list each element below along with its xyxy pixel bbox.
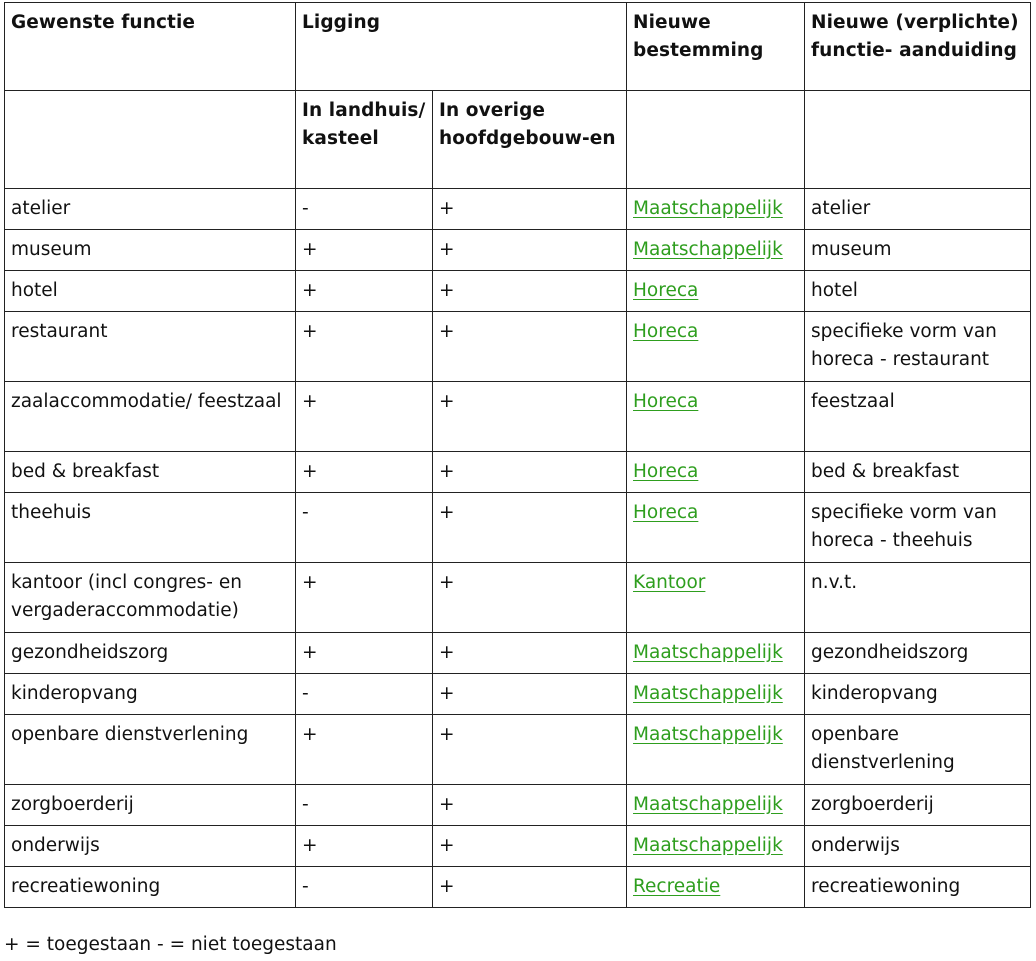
cell-in-overige: + (433, 312, 627, 382)
cell-gewenste-functie: recreatiewoning (5, 867, 296, 908)
cell-in-overige: + (433, 230, 627, 271)
table-row (5, 271, 1031, 312)
cell-gewenste-functie: openbare dienstverlening (5, 715, 296, 785)
bestemming-link[interactable]: Maatschappelijk (633, 724, 783, 745)
cell-in-landhuis: - (296, 674, 433, 715)
table-row (5, 493, 1031, 563)
cell-functie-aanduiding: recreatiewoning (805, 867, 1031, 908)
bestemming-link[interactable]: Horeca (633, 461, 699, 482)
cell-functie-aanduiding: specifieke vorm van horeca - restaurant (805, 312, 1031, 382)
cell-gewenste-functie: kinderopvang (5, 674, 296, 715)
cell-functie-aanduiding: hotel (805, 271, 1031, 312)
cell-nieuwe-bestemming (627, 674, 805, 715)
cell-functie-aanduiding: n.v.t. (805, 563, 1031, 633)
table-row (5, 189, 1031, 230)
table-row (5, 230, 1031, 271)
cell-gewenste-functie: atelier (5, 189, 296, 230)
bestemming-link[interactable]: Horeca (633, 391, 699, 412)
cell-in-landhuis: + (296, 230, 433, 271)
cell-in-overige: + (433, 674, 627, 715)
cell-nieuwe-bestemming (627, 189, 805, 230)
cell-in-overige: + (433, 563, 627, 633)
cell-functie-aanduiding: kinderopvang (805, 674, 1031, 715)
cell-functie-aanduiding: openbare dienstverlening (805, 715, 1031, 785)
cell-nieuwe-bestemming (627, 715, 805, 785)
cell-in-overige: + (433, 382, 627, 452)
table-row (5, 715, 1031, 785)
table-header (5, 3, 1031, 189)
cell-in-landhuis: - (296, 785, 433, 826)
subheader-empty-1 (5, 91, 296, 189)
table-body (5, 189, 1031, 908)
subheader-in-overige: In overige hoofdgebouw-en (433, 91, 627, 189)
cell-nieuwe-bestemming (627, 867, 805, 908)
cell-functie-aanduiding: zorgboerderij (805, 785, 1031, 826)
cell-gewenste-functie: museum (5, 230, 296, 271)
cell-gewenste-functie: bed & breakfast (5, 452, 296, 493)
cell-gewenste-functie: hotel (5, 271, 296, 312)
bestemming-link[interactable]: Maatschappelijk (633, 239, 783, 260)
cell-in-landhuis: - (296, 867, 433, 908)
cell-nieuwe-bestemming (627, 452, 805, 493)
cell-nieuwe-bestemming (627, 563, 805, 633)
subheader-empty-5 (805, 91, 1031, 189)
cell-functie-aanduiding: specifieke vorm van horeca - theehuis (805, 493, 1031, 563)
legend-note: + = toegestaan - = niet toegestaan (4, 934, 337, 955)
cell-in-overige: + (433, 633, 627, 674)
cell-nieuwe-bestemming (627, 382, 805, 452)
header-gewenste-functie: Gewenste functie (5, 3, 296, 91)
cell-nieuwe-bestemming (627, 493, 805, 563)
bestemming-link[interactable]: Maatschappelijk (633, 835, 783, 856)
cell-in-overige: + (433, 493, 627, 563)
cell-functie-aanduiding: bed & breakfast (805, 452, 1031, 493)
bestemming-link[interactable]: Maatschappelijk (633, 683, 783, 704)
cell-gewenste-functie: kantoor (incl congres- en vergaderaccommodatie) (5, 563, 296, 633)
cell-in-landhuis: + (296, 633, 433, 674)
cell-in-overige: + (433, 867, 627, 908)
cell-nieuwe-bestemming (627, 312, 805, 382)
cell-nieuwe-bestemming (627, 230, 805, 271)
cell-gewenste-functie: gezondheidszorg (5, 633, 296, 674)
table-row (5, 563, 1031, 633)
bestemming-link[interactable]: Kantoor (633, 572, 706, 593)
header-nieuwe-bestemming: Nieuwe bestemming (627, 3, 805, 91)
cell-gewenste-functie: restaurant (5, 312, 296, 382)
cell-in-landhuis: + (296, 271, 433, 312)
cell-functie-aanduiding: atelier (805, 189, 1031, 230)
table-row (5, 674, 1031, 715)
cell-functie-aanduiding: onderwijs (805, 826, 1031, 867)
cell-functie-aanduiding: museum (805, 230, 1031, 271)
cell-gewenste-functie: onderwijs (5, 826, 296, 867)
cell-in-landhuis: - (296, 493, 433, 563)
cell-in-overige: + (433, 826, 627, 867)
header-functie-aanduiding: Nieuwe (verplichte) functie- aanduiding (805, 3, 1031, 91)
cell-in-landhuis: + (296, 826, 433, 867)
table-row (5, 452, 1031, 493)
cell-gewenste-functie: theehuis (5, 493, 296, 563)
subheader-in-landhuis: In landhuis/ kasteel (296, 91, 433, 189)
table-row (5, 867, 1031, 908)
header-row (5, 3, 1031, 91)
cell-in-overige: + (433, 715, 627, 785)
table-row (5, 826, 1031, 867)
cell-nieuwe-bestemming (627, 826, 805, 867)
bestemming-link[interactable]: Horeca (633, 280, 699, 301)
cell-in-overige: + (433, 271, 627, 312)
bestemming-link[interactable]: Horeca (633, 502, 699, 523)
cell-nieuwe-bestemming (627, 271, 805, 312)
cell-in-landhuis: + (296, 452, 433, 493)
cell-functie-aanduiding: feestzaal (805, 382, 1031, 452)
bestemming-link[interactable]: Maatschappelijk (633, 794, 783, 815)
cell-in-landhuis: + (296, 563, 433, 633)
cell-in-overige: + (433, 785, 627, 826)
cell-in-landhuis: + (296, 312, 433, 382)
table-row (5, 382, 1031, 452)
cell-in-landhuis: + (296, 715, 433, 785)
subheader-row (5, 91, 1031, 189)
cell-in-overige: + (433, 189, 627, 230)
header-ligging: Ligging (296, 3, 627, 91)
cell-gewenste-functie: zorgboerderij (5, 785, 296, 826)
function-table (4, 2, 1031, 908)
bestemming-link[interactable]: Recreatie (633, 876, 721, 897)
cell-functie-aanduiding: gezondheidszorg (805, 633, 1031, 674)
cell-nieuwe-bestemming (627, 785, 805, 826)
subheader-empty-4 (627, 91, 805, 189)
cell-in-landhuis: + (296, 382, 433, 452)
table-row (5, 785, 1031, 826)
table-row (5, 633, 1031, 674)
cell-nieuwe-bestemming (627, 633, 805, 674)
bestemming-link[interactable]: Horeca (633, 321, 699, 342)
table-row (5, 312, 1031, 382)
cell-in-landhuis: - (296, 189, 433, 230)
bestemming-link[interactable]: Maatschappelijk (633, 198, 783, 219)
cell-in-overige: + (433, 452, 627, 493)
cell-gewenste-functie: zaalaccommodatie/ feestzaal (5, 382, 296, 452)
bestemming-link[interactable]: Maatschappelijk (633, 642, 783, 663)
